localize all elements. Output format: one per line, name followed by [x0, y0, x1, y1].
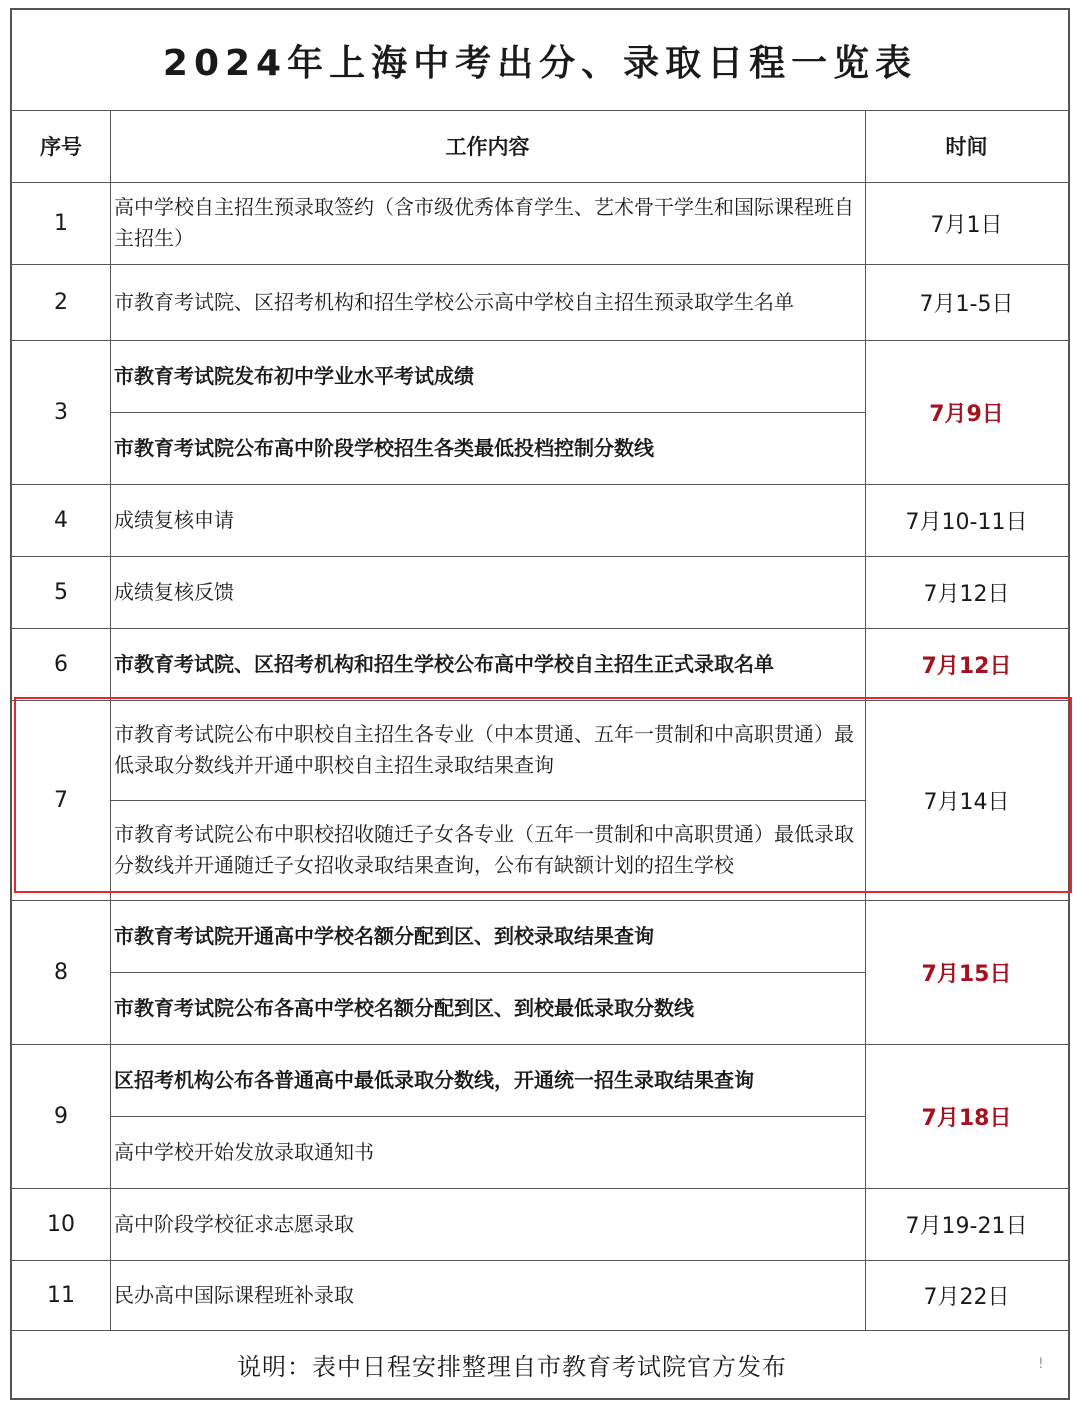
task-text: 高中学校自主招生预录取签约（含市级优秀体育学生、艺术骨干学生和国际课程班自主招生） — [114, 195, 854, 250]
row-number: 9 — [54, 1103, 68, 1129]
task-text: 市教育考试院公布中职校自主招生各专业（中本贯通、五年一贯制和中高职贯通）最低录取分数线并开通中职校自主招生录取结果查询 — [114, 722, 854, 777]
row-number: 8 — [54, 959, 68, 985]
header-time: 时间 — [945, 135, 988, 159]
task-text: 高中学校开始发放录取通知书 — [114, 1139, 374, 1164]
task-text: 成绩复核申请 — [114, 507, 234, 532]
task-text: 市教育考试院、区招考机构和招生学校公示高中学校自主招生预录取学生名单 — [114, 289, 794, 314]
task-text: 市教育考试院公布各高中学校名额分配到区、到校最低录取分数线 — [114, 995, 694, 1020]
page-title: 2024年上海中考出分、录取日程一览表 — [162, 42, 918, 84]
row-number: 7 — [54, 787, 68, 813]
date-text: 7月14日 — [923, 789, 1010, 815]
task-text: 市教育考试院、区招考机构和招生学校公布高中学校自主招生正式录取名单 — [114, 651, 774, 676]
task-text: 高中阶段学校征求志愿录取 — [114, 1211, 354, 1236]
task-text: 成绩复核反馈 — [114, 579, 234, 604]
row-number: 2 — [54, 289, 68, 315]
row-number: 10 — [47, 1211, 75, 1237]
footnote: 说明：表中日程安排整理自市教育考试院官方发布 — [237, 1352, 787, 1381]
task-text: 市教育考试院公布高中阶段学校招生各类最低投档控制分数线 — [114, 435, 654, 460]
header-no: 序号 — [40, 135, 82, 159]
row-number: 11 — [47, 1282, 75, 1308]
schedule-table — [10, 8, 1070, 1400]
date-text-highlight: 7月12日 — [921, 653, 1012, 679]
date-text-highlight: 7月15日 — [921, 961, 1012, 987]
task-text: 民办高中国际课程班补录取 — [114, 1282, 354, 1307]
row-number: 3 — [54, 399, 68, 425]
row-number: 1 — [54, 210, 68, 236]
date-text: 7月19-21日 — [905, 1213, 1028, 1239]
date-text-highlight: 7月9日 — [929, 401, 1004, 427]
row-number: 5 — [54, 579, 68, 605]
date-text: 7月1日 — [930, 212, 1003, 238]
row-number: 4 — [54, 507, 68, 533]
task-text: 市教育考试院开通高中学校名额分配到区、到校录取结果查询 — [114, 923, 654, 948]
date-text-highlight: 7月18日 — [921, 1105, 1012, 1131]
date-text: 7月12日 — [923, 581, 1010, 607]
task-text: 区招考机构公布各普通高中最低录取分数线，开通统一招生录取结果查询 — [114, 1067, 754, 1092]
date-text: 7月10-11日 — [905, 509, 1028, 535]
task-text: 市教育考试院发布初中学业水平考试成绩 — [114, 363, 474, 388]
date-text: 7月1-5日 — [919, 291, 1014, 317]
corner-mark: ! — [1038, 1356, 1044, 1372]
row-number: 6 — [54, 651, 68, 677]
date-text: 7月22日 — [923, 1284, 1010, 1310]
task-text: 市教育考试院公布中职校招收随迁子女各专业（五年一贯制和中高职贯通）最低录取分数线并开通随迁子女招收录取结果查询，公布有缺额计划的招生学校 — [114, 822, 854, 877]
header-task: 工作内容 — [445, 135, 530, 159]
